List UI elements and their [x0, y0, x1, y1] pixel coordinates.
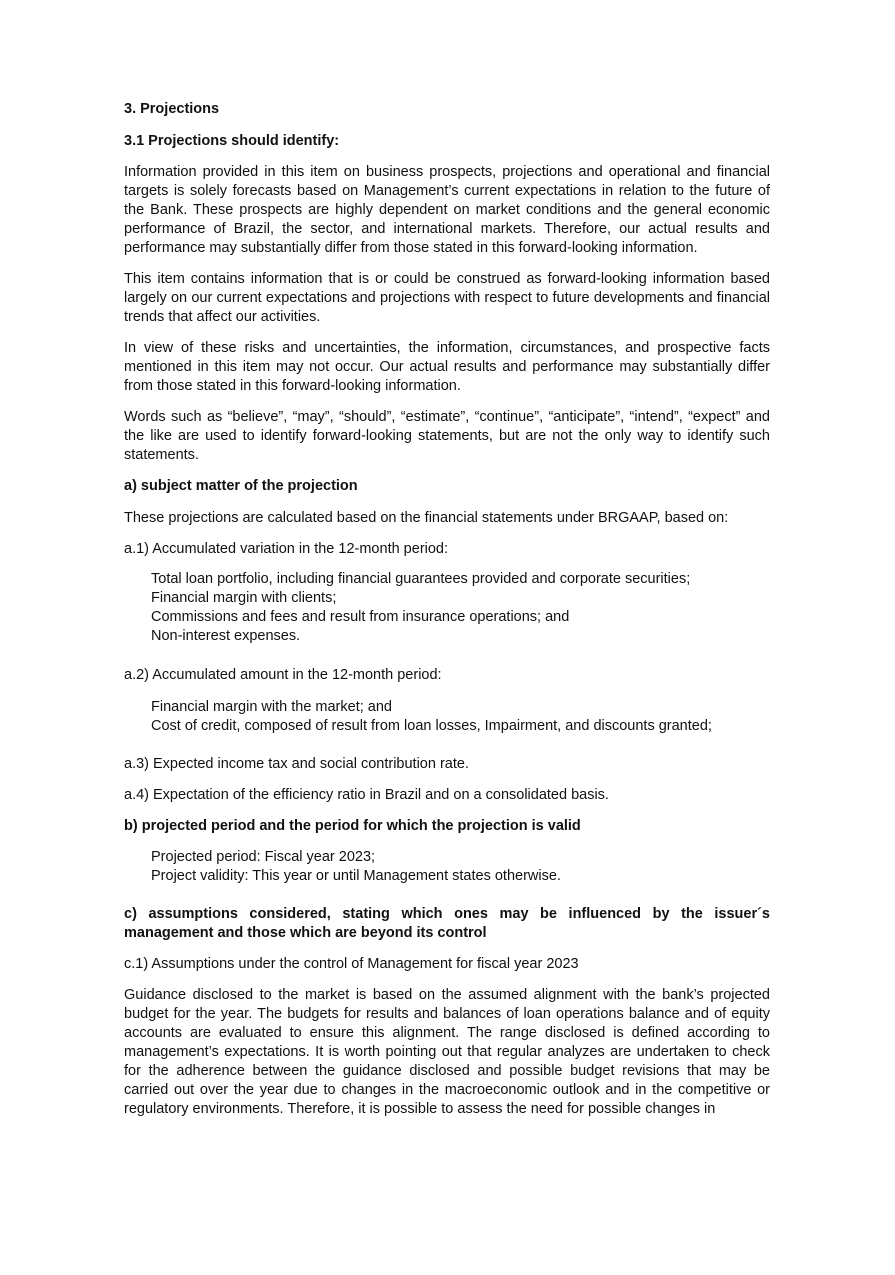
list-item: Total loan portfolio, including financial guarantees provided and corporate securities; [151, 571, 691, 587]
label-a4: a.4) Expectation of the efficiency ratio in Brazil and on a consolidated basis. [124, 787, 609, 803]
list-item: Cost of credit, composed of result from loan losses, Impairment, and discounts granted; [151, 718, 712, 734]
list-item: Projected period: Fiscal year 2023; [151, 849, 376, 865]
paragraph-forecasts: Information provided in this item on business prospects, projections and operational and financial targets is solely forecasts based on Management’s current expectations in relation to the future of the Bank. These prospects are highly dependent on market conditions and the general economic performance of Brazil, the sector, and international markets. Therefore, our actual results and performance may substantially differ from those stated in this forward-looking information. [124, 164, 770, 256]
paragraph-brgaap: These projections are calculated based on the financial statements under BRGAAP, based on: [124, 510, 729, 526]
paragraph-risks: In view of these risks and uncertainties, the information, circumstances, and prospective facts mentioned in this item may not occur. Our actual results and performance may substantially differ from those stated in this forward-looking information. [124, 340, 770, 394]
list-item: Project validity: This year or until Management states otherwise. [151, 868, 561, 884]
list-item: Financial margin with the market; and [151, 699, 392, 715]
heading-projected-period: b) projected period and the period for which the projection is valid [124, 818, 581, 834]
list-item: Non-interest expenses. [151, 628, 301, 644]
list-item: Financial margin with clients; [151, 590, 337, 606]
list-a2 [124, 698, 770, 736]
label-c1: c.1) Assumptions under the control of Management for fiscal year 2023 [124, 956, 579, 972]
label-a1: a.1) Accumulated variation in the 12-month period: [124, 541, 449, 557]
subsection-title: 3.1 Projections should identify: [124, 133, 340, 149]
list-item: Commissions and fees and result from insurance operations; and [151, 609, 570, 625]
list-a1 [124, 570, 770, 646]
paragraph-words: Words such as “believe”, “may”, “should”, “estimate”, “continue”, “anticipate”, “intend”, “expect” and the like are used to identify forward-looking statements, but are not the only way to identify such statements. [124, 409, 770, 463]
heading-assumptions: c) assumptions considered, stating which ones may be influenced by the issuer´s management and those which are beyond its control [124, 906, 770, 941]
label-a2: a.2) Accumulated amount in the 12-month period: [124, 667, 442, 683]
list-b [124, 848, 770, 886]
paragraph-guidance: Guidance disclosed to the market is based on the assumed alignment with the bank’s projected budget for the year. The budgets for results and balances of loan operations balance and of equity accounts are evaluated to ensure this alignment. The range disclosed is defined according to management’s expectations. It is worth pointing out that regular analyzes are undertaken to check for the adherence between the guidance disclosed and possible budget revisions that may be carried out over the year due to changes in the macroeconomic outlook and in the competitive or regulatory environments. Therefore, it is possible to assess the need for possible changes in [124, 987, 770, 1117]
heading-subject-matter: a) subject matter of the projection [124, 478, 358, 494]
document-page [124, 100, 770, 1119]
label-a3: a.3) Expected income tax and social contribution rate. [124, 756, 469, 772]
section-title: 3. Projections [124, 101, 220, 117]
paragraph-forward-looking: This item contains information that is or could be construed as forward-looking information based largely on our current expectations and projections with respect to future developments and financial trends that affect our activities. [124, 271, 770, 325]
